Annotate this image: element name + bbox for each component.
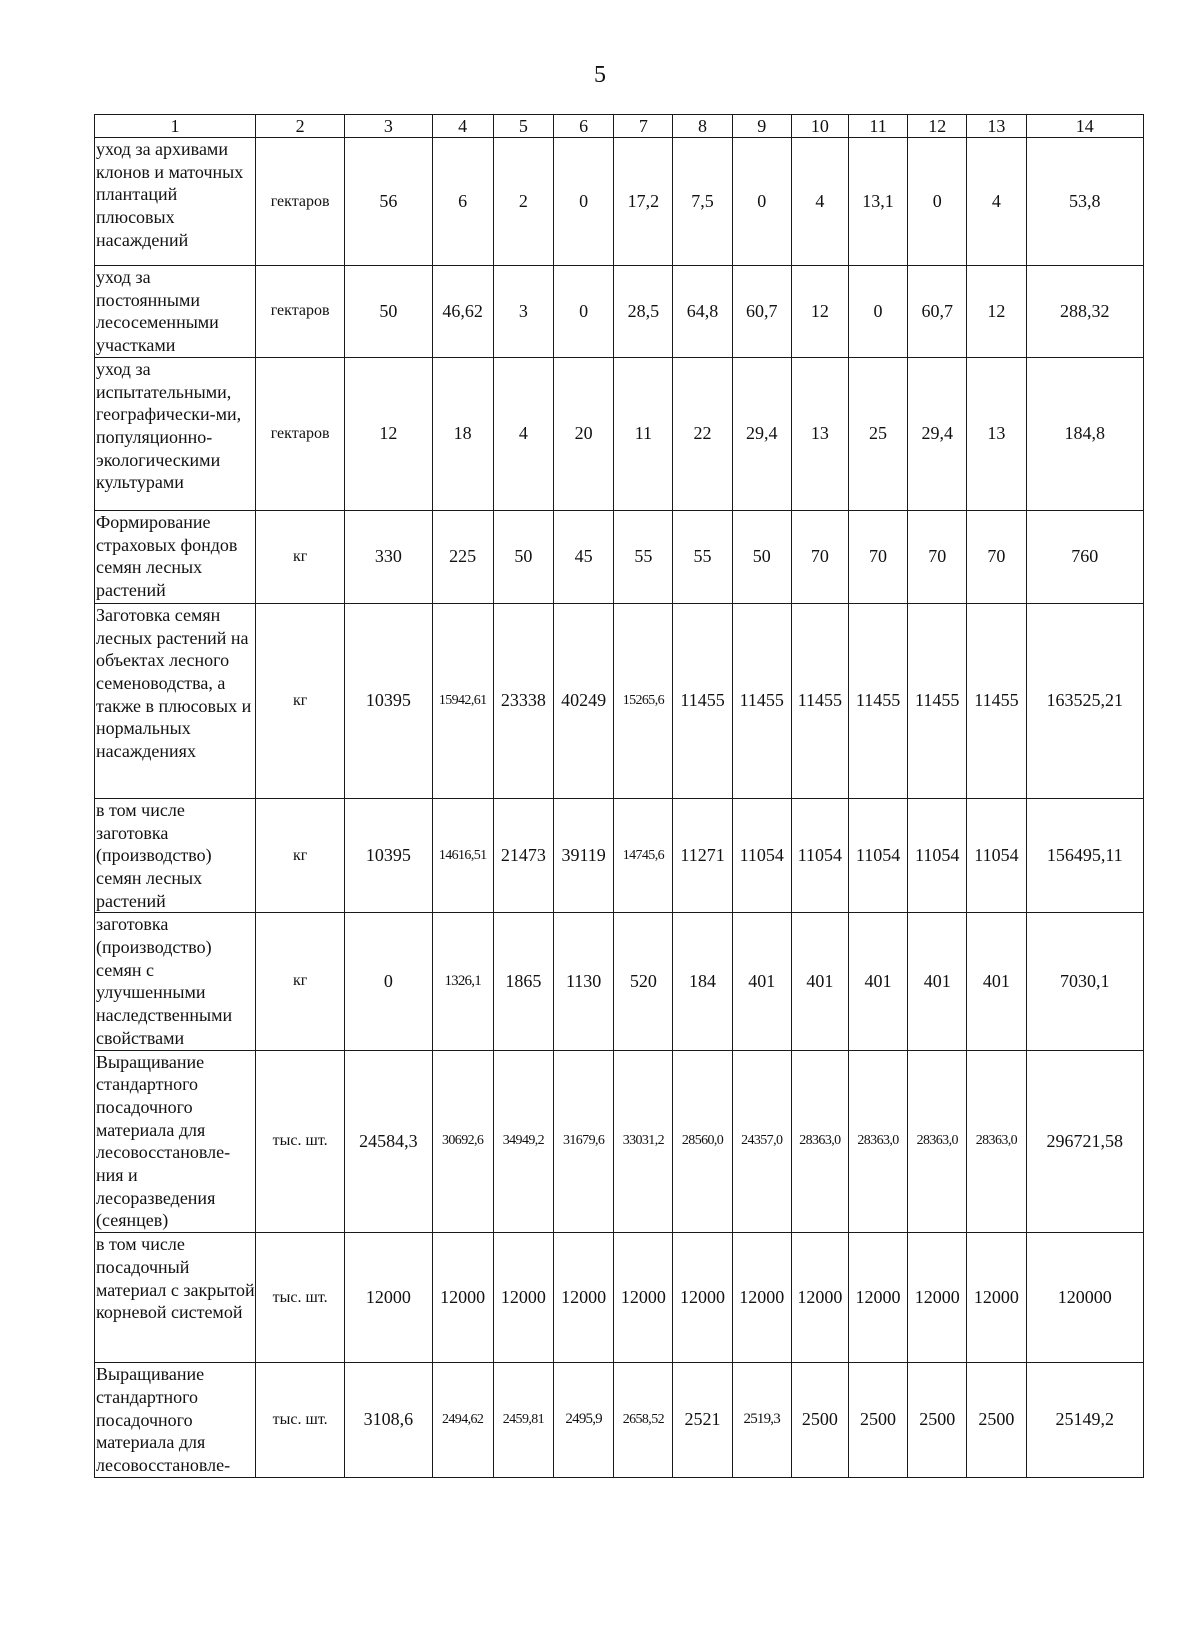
table-cell: 13 <box>791 357 848 510</box>
table-cell: 296721,58 <box>1026 1050 1144 1233</box>
table-cell: 53,8 <box>1026 138 1144 266</box>
table-cell: 70 <box>791 510 848 603</box>
table-cell: 60,7 <box>732 266 791 358</box>
table-cell: 14745,6 <box>614 798 673 913</box>
table-cell: 29,4 <box>732 357 791 510</box>
table-cell: 12000 <box>673 1233 732 1363</box>
data-table <box>94 114 1144 1478</box>
row-unit: тыс. шт. <box>255 1050 344 1233</box>
table-cell: 12000 <box>493 1233 553 1363</box>
table-cell: 0 <box>554 266 614 358</box>
table-cell: 18 <box>432 357 493 510</box>
column-header: 4 <box>432 115 493 138</box>
table-cell: 45 <box>554 510 614 603</box>
table-cell: 17,2 <box>614 138 673 266</box>
table-row <box>95 1363 1144 1478</box>
table-cell: 2500 <box>791 1363 848 1478</box>
table-cell: 12000 <box>732 1233 791 1363</box>
table-cell: 0 <box>732 138 791 266</box>
table-cell: 25149,2 <box>1026 1363 1144 1478</box>
table-cell: 3108,6 <box>345 1363 432 1478</box>
table-cell: 520 <box>614 913 673 1050</box>
table-cell: 2658,52 <box>614 1363 673 1478</box>
table-cell: 24357,0 <box>732 1050 791 1233</box>
table-cell: 2494,62 <box>432 1363 493 1478</box>
table-cell: 11 <box>614 357 673 510</box>
table-cell: 33031,2 <box>614 1050 673 1233</box>
table-cell: 55 <box>614 510 673 603</box>
table-row <box>95 603 1144 798</box>
table-cell: 184 <box>673 913 732 1050</box>
table-cell: 24584,3 <box>345 1050 432 1233</box>
table-cell: 760 <box>1026 510 1144 603</box>
table-cell: 12000 <box>908 1233 967 1363</box>
table-row <box>95 266 1144 358</box>
table-cell: 11455 <box>732 603 791 798</box>
table-cell: 1865 <box>493 913 553 1050</box>
page-number: 5 <box>594 62 606 88</box>
row-unit: гектаров <box>255 357 344 510</box>
table-row <box>95 798 1144 913</box>
table-row <box>95 357 1144 510</box>
table-cell: 3 <box>493 266 553 358</box>
row-unit: кг <box>255 913 344 1050</box>
table-cell: 70 <box>908 510 967 603</box>
table-cell: 21473 <box>493 798 553 913</box>
row-unit: гектаров <box>255 266 344 358</box>
table-cell: 401 <box>967 913 1026 1050</box>
column-header: 8 <box>673 115 732 138</box>
column-header: 7 <box>614 115 673 138</box>
row-label: в том числе заготовка (производство) семян лесных растений <box>95 798 256 913</box>
table-cell: 28363,0 <box>848 1050 907 1233</box>
table-cell: 55 <box>673 510 732 603</box>
row-label: Формирование страховых фондов семян лесных растений <box>95 510 256 603</box>
table-cell: 12 <box>345 357 432 510</box>
table-cell: 0 <box>554 138 614 266</box>
table-cell: 20 <box>554 357 614 510</box>
table-cell: 23338 <box>493 603 553 798</box>
table-cell: 34949,2 <box>493 1050 553 1233</box>
table-cell: 12000 <box>967 1233 1026 1363</box>
row-label: заготовка (производство) семян с улучшенными наследственными свойствами <box>95 913 256 1050</box>
table-cell: 11054 <box>791 798 848 913</box>
table-cell: 50 <box>732 510 791 603</box>
table-cell: 2495,9 <box>554 1363 614 1478</box>
table-cell: 401 <box>732 913 791 1050</box>
table-cell: 2500 <box>967 1363 1026 1478</box>
table-cell: 12000 <box>791 1233 848 1363</box>
column-header: 11 <box>848 115 907 138</box>
table-cell: 401 <box>848 913 907 1050</box>
table-cell: 50 <box>345 266 432 358</box>
table-cell: 401 <box>791 913 848 1050</box>
table-cell: 40249 <box>554 603 614 798</box>
table-cell: 6 <box>432 138 493 266</box>
column-header: 9 <box>732 115 791 138</box>
row-unit: тыс. шт. <box>255 1233 344 1363</box>
table-cell: 2500 <box>908 1363 967 1478</box>
table-cell: 28363,0 <box>967 1050 1026 1233</box>
table-cell: 12000 <box>432 1233 493 1363</box>
table-cell: 60,7 <box>908 266 967 358</box>
row-unit: кг <box>255 510 344 603</box>
table-cell: 12000 <box>614 1233 673 1363</box>
table-cell: 0 <box>848 266 907 358</box>
table-cell: 0 <box>908 138 967 266</box>
table-cell: 11054 <box>848 798 907 913</box>
table-cell: 28560,0 <box>673 1050 732 1233</box>
row-label: уход за испытательными, географически-ми, популяционно-экологическими культурами <box>95 357 256 510</box>
table-cell: 12 <box>967 266 1026 358</box>
table-cell: 2459,81 <box>493 1363 553 1478</box>
table-cell: 11271 <box>673 798 732 913</box>
table-cell: 29,4 <box>908 357 967 510</box>
table-cell: 4 <box>967 138 1026 266</box>
table-cell: 50 <box>493 510 553 603</box>
row-unit: гектаров <box>255 138 344 266</box>
table-cell: 2 <box>493 138 553 266</box>
table-row <box>95 138 1144 266</box>
table-cell: 15265,6 <box>614 603 673 798</box>
table-cell: 7,5 <box>673 138 732 266</box>
table-cell: 28363,0 <box>908 1050 967 1233</box>
table-cell: 11455 <box>848 603 907 798</box>
table-body <box>95 138 1144 1478</box>
row-unit: кг <box>255 603 344 798</box>
column-header: 10 <box>791 115 848 138</box>
table-cell: 28363,0 <box>791 1050 848 1233</box>
table-row <box>95 510 1144 603</box>
row-label: Выращивание стандартного посадочного материала для лесовосстановле-ния и лесоразведения (сеянцев) <box>95 1050 256 1233</box>
table-cell: 11455 <box>908 603 967 798</box>
table-cell: 330 <box>345 510 432 603</box>
table-cell: 13,1 <box>848 138 907 266</box>
table-cell: 4 <box>791 138 848 266</box>
table-cell: 11455 <box>673 603 732 798</box>
table-cell: 401 <box>908 913 967 1050</box>
table-cell: 11455 <box>791 603 848 798</box>
table-cell: 39119 <box>554 798 614 913</box>
table-cell: 25 <box>848 357 907 510</box>
table-cell: 12 <box>791 266 848 358</box>
column-header: 3 <box>345 115 432 138</box>
row-label: уход за архивами клонов и маточных плантаций плюсовых насаждений <box>95 138 256 266</box>
table-cell: 2519,3 <box>732 1363 791 1478</box>
table-cell: 12000 <box>848 1233 907 1363</box>
table-cell: 0 <box>345 913 432 1050</box>
table-cell: 30692,6 <box>432 1050 493 1233</box>
table-cell: 120000 <box>1026 1233 1144 1363</box>
table-cell: 70 <box>967 510 1026 603</box>
table-cell: 12000 <box>345 1233 432 1363</box>
table-cell: 15942,61 <box>432 603 493 798</box>
table-cell: 11054 <box>967 798 1026 913</box>
row-label: Заготовка семян лесных растений на объектах лесного семеноводства, а также в плюсовых и нормальных насаждениях <box>95 603 256 798</box>
table-cell: 1130 <box>554 913 614 1050</box>
table-cell: 11054 <box>908 798 967 913</box>
table-row <box>95 913 1144 1050</box>
table-cell: 13 <box>967 357 1026 510</box>
column-header: 12 <box>908 115 967 138</box>
table-cell: 225 <box>432 510 493 603</box>
row-label: в том числе посадочный материал с закрытой корневой системой <box>95 1233 256 1363</box>
column-header: 14 <box>1026 115 1144 138</box>
column-header: 6 <box>554 115 614 138</box>
table-cell: 11455 <box>967 603 1026 798</box>
table-cell: 64,8 <box>673 266 732 358</box>
row-unit: тыс. шт. <box>255 1363 344 1478</box>
table-cell: 156495,11 <box>1026 798 1144 913</box>
table-cell: 10395 <box>345 603 432 798</box>
header-row <box>95 115 1144 138</box>
table-cell: 163525,21 <box>1026 603 1144 798</box>
table-row <box>95 1233 1144 1363</box>
table-cell: 2521 <box>673 1363 732 1478</box>
table-cell: 46,62 <box>432 266 493 358</box>
table-cell: 14616,51 <box>432 798 493 913</box>
table-cell: 70 <box>848 510 907 603</box>
table-cell: 12000 <box>554 1233 614 1363</box>
table-cell: 7030,1 <box>1026 913 1144 1050</box>
column-header: 2 <box>255 115 344 138</box>
table-cell: 22 <box>673 357 732 510</box>
table-cell: 11054 <box>732 798 791 913</box>
table-cell: 28,5 <box>614 266 673 358</box>
table-cell: 4 <box>493 357 553 510</box>
column-header: 1 <box>95 115 256 138</box>
table-cell: 2500 <box>848 1363 907 1478</box>
row-unit: кг <box>255 798 344 913</box>
column-header: 13 <box>967 115 1026 138</box>
table-cell: 1326,1 <box>432 913 493 1050</box>
table-cell: 56 <box>345 138 432 266</box>
table-row <box>95 1050 1144 1233</box>
row-label: Выращивание стандартного посадочного материала для лесовосстановле- <box>95 1363 256 1478</box>
table-cell: 31679,6 <box>554 1050 614 1233</box>
row-label: уход за постоянными лесосеменными участками <box>95 266 256 358</box>
column-header: 5 <box>493 115 553 138</box>
table-cell: 184,8 <box>1026 357 1144 510</box>
table-cell: 288,32 <box>1026 266 1144 358</box>
table-cell: 10395 <box>345 798 432 913</box>
